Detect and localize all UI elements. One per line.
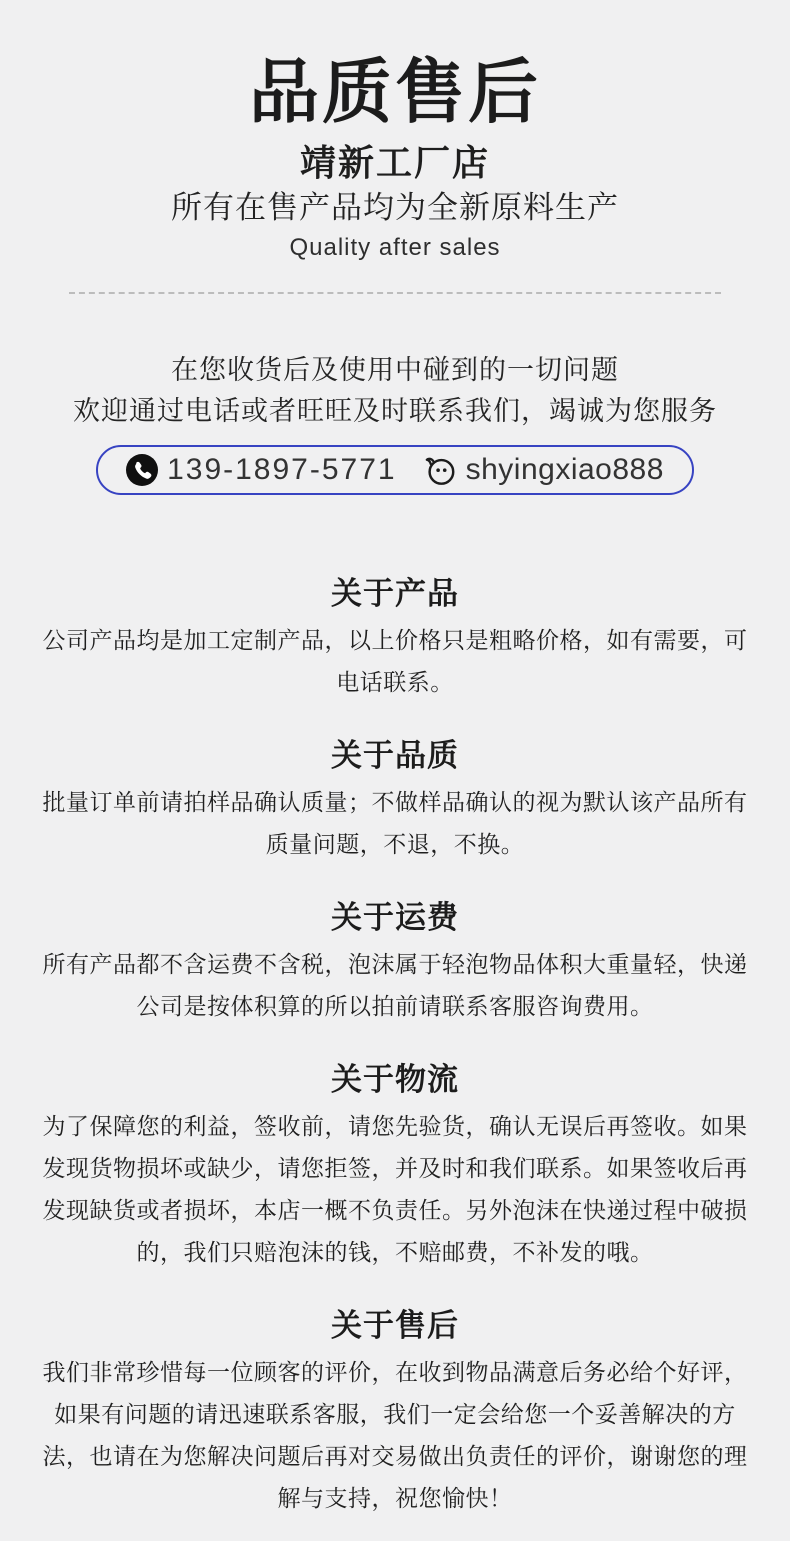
- section-about-product: [0, 575, 790, 703]
- section-about-after-sales: [0, 1307, 790, 1519]
- intro-line-1: 在您收货后及使用中碰到的一切问题: [171, 355, 619, 385]
- section-body: 公司产品均是加工定制产品，以上价格只是粗略价格，如有需要，可电话联系。: [42, 627, 748, 695]
- section-body: 为了保障您的利益，签收前，请您先验货，确认无误后再签收。如果发现货物损坏或缺少，请您拒签，并及时和我们联系。如果签收后再发现缺货或者损坏，本店一概不负责任。另外泡沫在快递过程中破损的，我们只赔泡沫的钱，不赔邮费，不补发的哦。: [42, 1113, 748, 1265]
- phone-number: 139-1897-5771: [167, 453, 397, 486]
- section-about-shipping-fee: [0, 899, 790, 1027]
- contact-pill: [96, 445, 694, 495]
- header: [0, 0, 790, 263]
- section-about-logistics: [0, 1061, 790, 1273]
- section-title: 关于产品: [331, 576, 459, 611]
- store-name: 靖新工厂店: [299, 142, 490, 183]
- section-title: 关于运费: [331, 900, 459, 935]
- wangwang-id: shyingxiao888: [465, 453, 664, 486]
- intro-line-2: 欢迎通过电话或者旺旺及时联系我们，竭诚为您服务: [73, 396, 717, 426]
- section-body: 批量订单前请拍样品确认质量；不做样品确认的视为默认该产品所有质量问题，不退，不换。: [42, 789, 748, 857]
- phone-contact: [126, 453, 397, 487]
- subtitle-english: Quality after sales: [289, 234, 501, 261]
- dashed-divider: [69, 292, 721, 294]
- page-title: 品质售后: [249, 53, 541, 131]
- tagline: 所有在售产品均为全新原料生产: [171, 190, 619, 225]
- section-body: 我们非常珍惜每一位顾客的评价，在收到物品满意后务必给个好评，如果有问题的请迅速联系客服，我们一定会给您一个妥善解决的方法，也请在为您解决问题后再对交易做出负责任的评价，谢谢您的理解与支持，祝您愉快！: [42, 1359, 748, 1511]
- wangwang-icon: [423, 453, 457, 487]
- section-about-quality: [0, 737, 790, 865]
- info-sections: [0, 575, 790, 1519]
- section-body: 所有产品都不含运费不含税，泡沫属于轻泡物品体积大重量轻，快递公司是按体积算的所以拍前请联系客服咨询费用。: [42, 951, 748, 1019]
- phone-icon: [126, 454, 158, 486]
- section-title: 关于物流: [331, 1062, 459, 1097]
- section-title: 关于品质: [331, 738, 459, 773]
- section-title: 关于售后: [331, 1308, 459, 1343]
- wangwang-contact: [423, 453, 664, 487]
- intro-text: [0, 350, 790, 432]
